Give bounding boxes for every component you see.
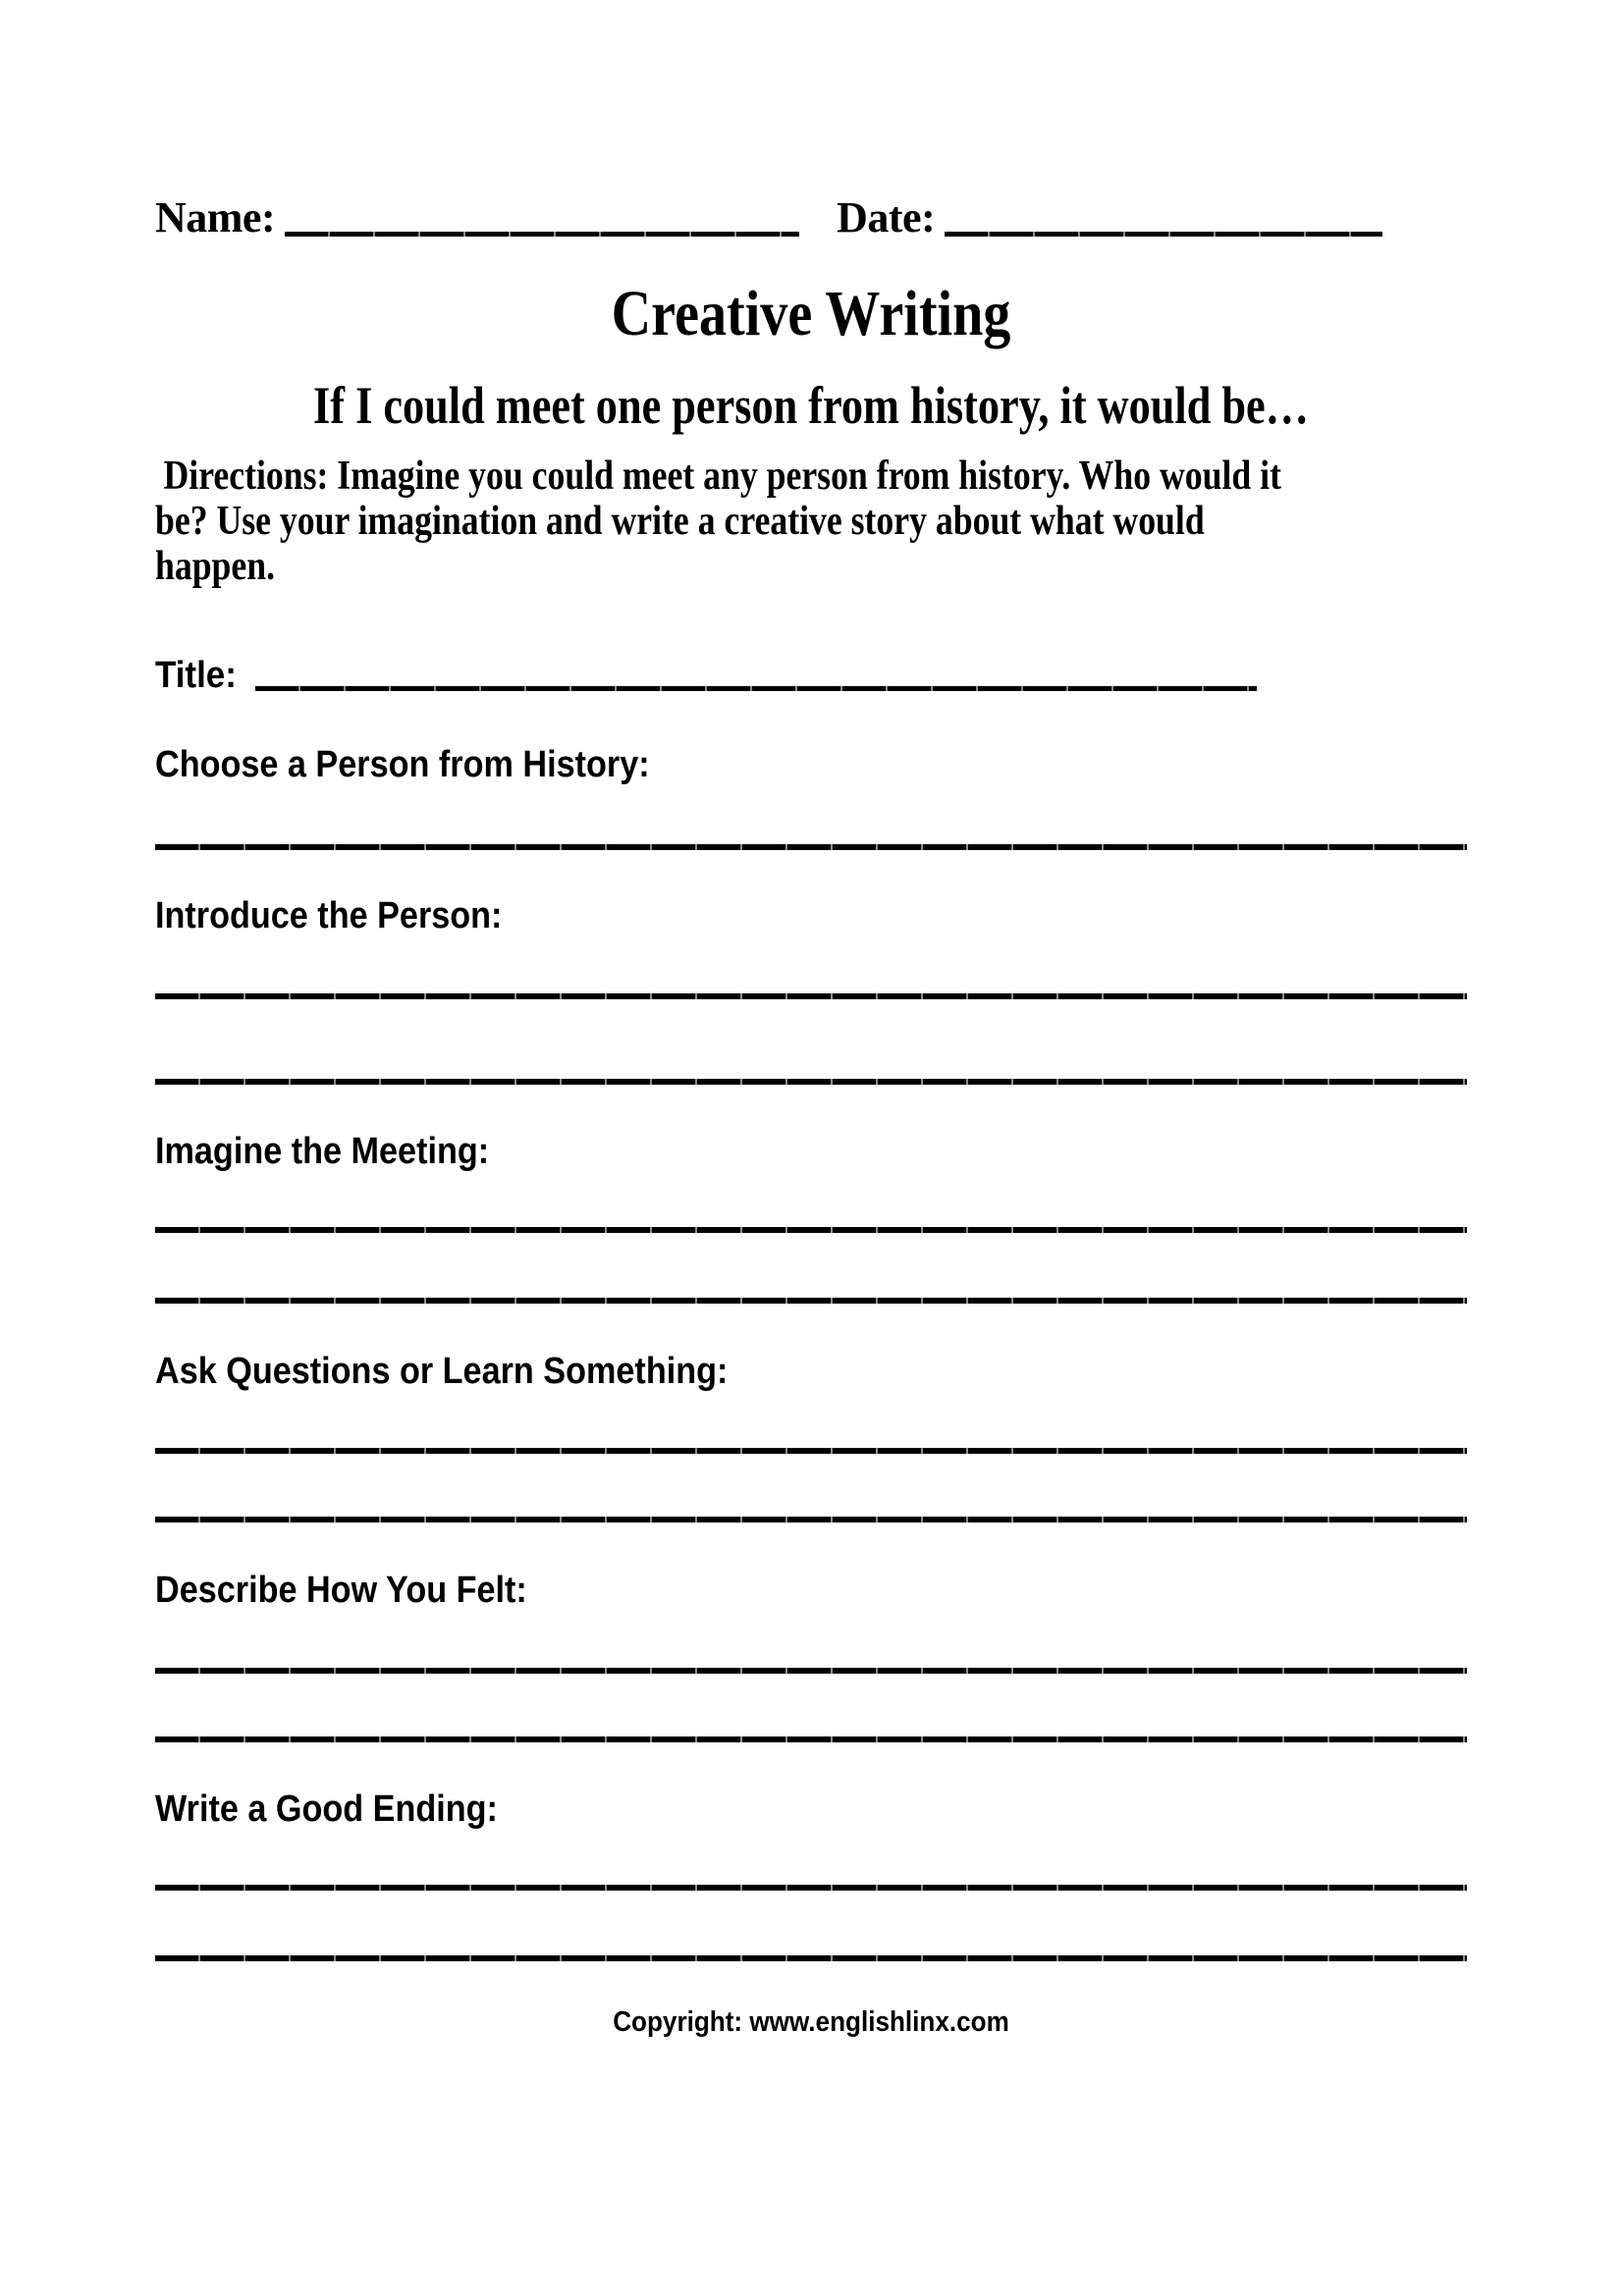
page-title: Creative Writing [611, 278, 1011, 349]
imagine-meeting-line-1[interactable] [155, 1227, 1467, 1233]
name-label: Name: [155, 193, 276, 241]
name-date-row [155, 192, 1467, 243]
ask-questions-line-1[interactable] [155, 1448, 1467, 1454]
copyright-text: Copyright: www.englishlinx.com [613, 2006, 1009, 2038]
section-heading-choose-person: Choose a Person from History: [155, 744, 650, 785]
describe-felt-line-2[interactable] [155, 1736, 1467, 1742]
introduce-person-line-2[interactable] [155, 1079, 1467, 1085]
section-heading-ask-questions: Ask Questions or Learn Something: [155, 1351, 729, 1392]
name-blank-line[interactable] [285, 232, 799, 237]
title-field-row [155, 652, 1467, 699]
title-blank-line[interactable] [255, 686, 1257, 691]
ask-questions-line-2[interactable] [155, 1517, 1467, 1522]
introduce-person-line-1[interactable] [155, 993, 1467, 999]
good-ending-line-2[interactable] [155, 1955, 1467, 1961]
directions-paragraph [155, 454, 1476, 589]
page-subtitle: If I could meet one person from history, it would be… [313, 376, 1309, 435]
date-label: Date: [837, 193, 936, 241]
section-heading-describe-felt: Describe How You Felt: [155, 1570, 527, 1611]
directions-line-2: be? Use your imagination and write a creative story about what would [155, 499, 1205, 544]
title-field-label: Title: [155, 655, 237, 696]
directions-line-1: Directions: Imagine you could meet any person from history. Who would it [163, 454, 1281, 499]
good-ending-line-1[interactable] [155, 1885, 1467, 1891]
section-heading-introduce-person: Introduce the Person: [155, 895, 503, 936]
section-heading-imagine-meeting: Imagine the Meeting: [155, 1131, 490, 1172]
directions-line-3: happen. [155, 544, 276, 589]
imagine-meeting-line-2[interactable] [155, 1298, 1467, 1304]
describe-felt-line-1[interactable] [155, 1668, 1467, 1674]
section-heading-good-ending: Write a Good Ending: [155, 1789, 498, 1830]
choose-person-line-1[interactable] [155, 844, 1467, 850]
date-blank-line[interactable] [945, 232, 1382, 237]
